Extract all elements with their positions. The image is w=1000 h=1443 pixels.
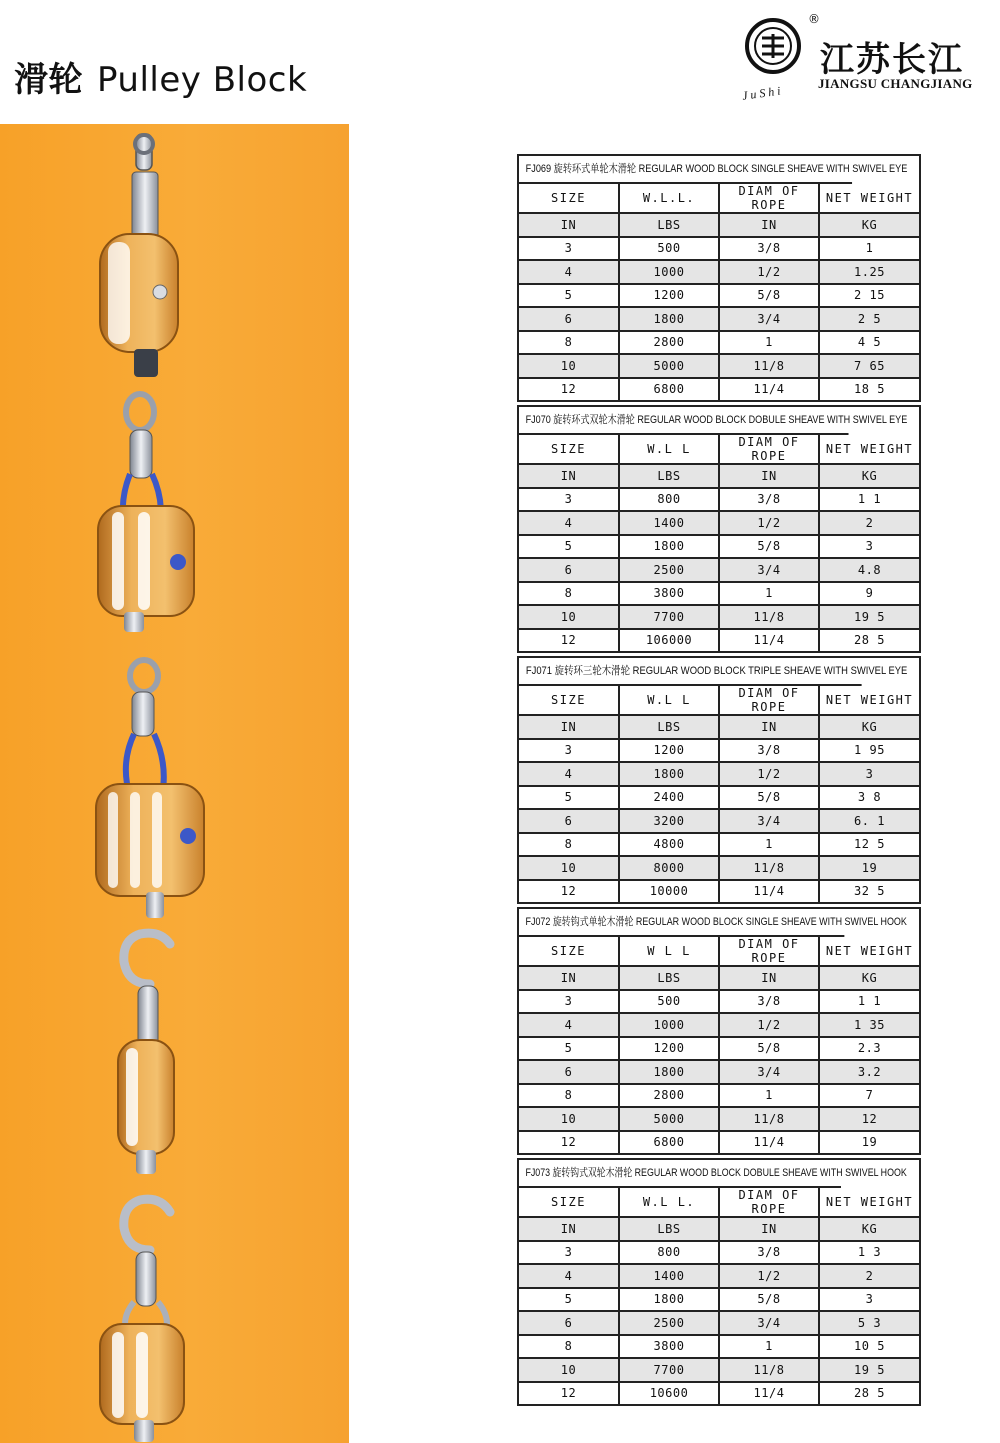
table-cell: 1800: [619, 535, 719, 559]
table-row: [519, 605, 919, 629]
table-cell: 11/8: [719, 1107, 819, 1131]
table-caption: FJ073 旋转钩式双轮木滑轮 REGULAR WOOD BLOCK DOBULE SHEAVE WITH SWIVEL HOOK: [519, 1160, 841, 1188]
unit-cell: IN: [519, 715, 619, 739]
table-row: [519, 880, 919, 903]
table-row: [519, 582, 919, 606]
table-cell: 2 5: [819, 307, 919, 331]
col-header-rope: DIAM OF ROPE: [719, 435, 819, 464]
table-cell: 9: [819, 582, 919, 606]
header-row: [519, 937, 919, 966]
unit-cell: IN: [719, 213, 819, 237]
triple-sheave-swivel-eye-block-icon: [96, 660, 204, 918]
table-cell: 4: [519, 511, 619, 535]
table-cell: 500: [619, 237, 719, 261]
table-cell: 11/8: [719, 1358, 819, 1382]
table-cell: 1000: [619, 260, 719, 284]
table-cell: 3.2: [819, 1060, 919, 1084]
table-cell: 1 95: [819, 739, 919, 763]
table-cell: 3 8: [819, 786, 919, 810]
table-cell: 5: [519, 535, 619, 559]
unit-cell: LBS: [619, 464, 719, 488]
table-row: [519, 331, 919, 355]
col-header-size: SIZE: [519, 435, 619, 464]
table-cell: 2500: [619, 558, 719, 582]
table-cell: 10: [519, 354, 619, 378]
table-cell: 8000: [619, 856, 719, 880]
table-row: [519, 990, 919, 1014]
table-cell: 12 5: [819, 833, 919, 857]
col-header-weight: NET WEIGHT: [819, 686, 919, 715]
table-cell: 5/8: [719, 786, 819, 810]
unit-row: [519, 966, 919, 990]
table-cell: 5: [519, 786, 619, 810]
table-cell: 12: [519, 378, 619, 401]
table-row: [519, 1013, 919, 1037]
table-cell: 5000: [619, 354, 719, 378]
table-cell: 19: [861, 1135, 878, 1150]
table-cell: 1800: [619, 307, 719, 331]
table-row: [519, 1241, 919, 1265]
col-header-size: SIZE: [519, 184, 619, 213]
table-cell: 19: [819, 856, 919, 880]
brand-name-en: JIANGSU CHANGJIANG: [818, 76, 973, 91]
table-row: [519, 1335, 919, 1359]
unit-cell: IN: [719, 966, 819, 990]
table-row: [519, 237, 919, 261]
table-cell: 6. 1: [819, 809, 919, 833]
title-cn: 滑轮: [14, 60, 83, 100]
table-cell: 2800: [619, 1084, 719, 1108]
table-cell: 4.8: [819, 558, 919, 582]
table-cell: 7700: [619, 605, 719, 629]
table-row: [519, 1131, 919, 1154]
table-cell: 11/8: [719, 354, 819, 378]
table-cell: 11/8: [719, 856, 819, 880]
table-cell: 1: [719, 833, 819, 857]
table-cell: 1200: [619, 1037, 719, 1061]
table-row: [519, 260, 919, 284]
col-header-size: SIZE: [519, 1188, 619, 1217]
col-header-wll: W.L.L.: [619, 184, 719, 213]
table-cell: 6800: [619, 378, 719, 401]
table-cell: 1200: [619, 284, 719, 308]
spec-table-fj072: [517, 907, 921, 1155]
table-cell: 18 5: [854, 382, 885, 397]
table-cell: 1: [719, 331, 819, 355]
table-cell: 2500: [619, 1311, 719, 1335]
page-title: [14, 52, 307, 101]
table-cell: 5 3: [819, 1311, 919, 1335]
table-cell: 2.3: [819, 1037, 919, 1061]
table-cell: 1 35: [819, 1013, 919, 1037]
table-cell: 3: [819, 535, 919, 559]
table-cell: 5/8: [719, 1037, 819, 1061]
table-cell: 3200: [619, 809, 719, 833]
unit-cell: IN: [519, 966, 619, 990]
title-en: Pulley Block: [97, 60, 308, 100]
table-row: [519, 762, 919, 786]
product-illustrations: [0, 124, 349, 1443]
table-cell: 1800: [619, 1060, 719, 1084]
unit-cell: LBS: [619, 1217, 719, 1241]
table-cell: 1/2: [719, 1013, 819, 1037]
table-row: [519, 284, 919, 308]
spec-table: [519, 1188, 919, 1404]
col-header-weight: NET WEIGHT: [819, 184, 919, 213]
table-cell: 11/4: [719, 1131, 819, 1154]
table-row: [519, 1311, 919, 1335]
table-cell: 1800: [619, 762, 719, 786]
table-cell: 1400: [619, 511, 719, 535]
table-cell: 7 65: [819, 354, 919, 378]
spec-table: [519, 937, 919, 1153]
table-cell: 11/4: [719, 1382, 819, 1405]
unit-cell: KG: [819, 966, 919, 990]
table-row: [519, 786, 919, 810]
unit-cell: IN: [519, 464, 619, 488]
table-cell: 5/8: [719, 1288, 819, 1312]
table-cell: 5/8: [719, 535, 819, 559]
header-row: [519, 184, 919, 213]
table-cell: 10600: [619, 1382, 719, 1405]
col-header-size: SIZE: [519, 937, 619, 966]
col-header-rope: DIAM OF ROPE: [719, 686, 819, 715]
col-header-wll: W.L L: [619, 435, 719, 464]
table-cell: 8: [519, 833, 619, 857]
table-cell: 3/4: [719, 307, 819, 331]
table-row: [519, 307, 919, 331]
table-caption: FJ071 旋转环三轮木滑轮 REGULAR WOOD BLOCK TRIPLE SHEAVE WITH SWIVEL EYE: [519, 658, 862, 686]
table-cell: 800: [619, 488, 719, 512]
table-cell: 1/2: [719, 260, 819, 284]
table-cell: 3/8: [719, 237, 819, 261]
table-row: [519, 354, 919, 378]
header-row: [519, 435, 919, 464]
table-cell: 1: [719, 582, 819, 606]
table-cell: 1/2: [719, 1264, 819, 1288]
spec-table: [519, 435, 919, 651]
table-cell: 11/8: [719, 605, 819, 629]
table-cell: 3: [519, 237, 619, 261]
col-header-weight: NET WEIGHT: [819, 937, 919, 966]
table-caption: FJ072 旋转钩式单轮木滑轮 REGULAR WOOD BLOCK SINGLE SHEAVE WITH SWIVEL HOOK: [519, 909, 844, 937]
table-cell: 6: [519, 307, 619, 331]
table-cell: 7700: [619, 1358, 719, 1382]
table-cell: 7: [819, 1084, 919, 1108]
unit-cell: IN: [719, 1217, 819, 1241]
col-header-rope: DIAM OF ROPE: [719, 184, 819, 213]
col-header-wll: W L L: [619, 937, 719, 966]
table-cell: 500: [619, 990, 719, 1014]
table-cell: 3/4: [719, 809, 819, 833]
table-cell: 10: [519, 605, 619, 629]
table-cell: 4800: [619, 833, 719, 857]
table-cell: 1 1: [819, 990, 919, 1014]
unit-cell: LBS: [619, 213, 719, 237]
brand-logo: [742, 12, 992, 102]
table-cell: 3/8: [719, 1241, 819, 1265]
table-row: [519, 1060, 919, 1084]
table-cell: 3/8: [719, 990, 819, 1014]
unit-row: [519, 1217, 919, 1241]
brand-name-cn: 江苏长江: [820, 40, 964, 80]
table-cell: 6: [519, 809, 619, 833]
table-cell: 1000: [619, 1013, 719, 1037]
table-row: [519, 535, 919, 559]
unit-cell: KG: [819, 213, 919, 237]
table-cell: 4: [519, 1264, 619, 1288]
table-cell: 3/4: [719, 558, 819, 582]
spec-table-fj071: [517, 656, 921, 904]
table-cell: 3: [519, 1241, 619, 1265]
table-cell: 6800: [619, 1131, 719, 1154]
table-cell: 1/2: [719, 511, 819, 535]
table-cell: 3: [519, 488, 619, 512]
table-cell: 1200: [619, 739, 719, 763]
table-cell: 10: [519, 1107, 619, 1131]
unit-cell: LBS: [619, 966, 719, 990]
table-cell: 1/2: [719, 762, 819, 786]
table-cell: 11/4: [719, 629, 819, 652]
table-cell: 5000: [619, 1107, 719, 1131]
table-cell: 4 5: [819, 331, 919, 355]
table-caption: FJ069 旋转环式单轮木滑轮 REGULAR WOOD BLOCK SINGLE SHEAVE WITH SWIVEL EYE: [519, 156, 852, 184]
col-header-weight: NET WEIGHT: [819, 435, 919, 464]
table-cell: 10: [519, 856, 619, 880]
table-cell: 1: [719, 1084, 819, 1108]
table-cell: 12: [519, 1382, 619, 1405]
table-cell: 3: [519, 990, 619, 1014]
table-cell: 8: [519, 582, 619, 606]
spec-table-fj069: [517, 154, 921, 402]
table-cell: 3/4: [719, 1060, 819, 1084]
table-cell: 2: [819, 1264, 919, 1288]
table-row: [519, 1382, 919, 1405]
table-cell: 5: [519, 284, 619, 308]
table-cell: 5: [519, 1288, 619, 1312]
table-cell: 12: [519, 629, 619, 652]
unit-cell: KG: [819, 1217, 919, 1241]
unit-cell: KG: [819, 715, 919, 739]
table-cell: 4: [519, 260, 619, 284]
unit-row: [519, 464, 919, 488]
table-cell: 2: [819, 511, 919, 535]
table-cell: 2 15: [819, 284, 919, 308]
table-cell: 4: [519, 762, 619, 786]
table-caption: FJ070 旋转环式双轮木滑轮 REGULAR WOOD BLOCK DOBULE SHEAVE WITH SWIVEL EYE: [519, 407, 849, 435]
spec-table-fj070: [517, 405, 921, 653]
table-cell: 3: [819, 1288, 919, 1312]
table-cell: 1.25: [819, 260, 919, 284]
unit-cell: KG: [819, 464, 919, 488]
table-cell: 12: [519, 1131, 619, 1154]
col-header-size: SIZE: [519, 686, 619, 715]
table-cell: 11/4: [719, 378, 819, 401]
table-cell: 3800: [619, 582, 719, 606]
table-cell: 1: [819, 237, 919, 261]
table-row: [519, 739, 919, 763]
table-cell: 1 1: [819, 488, 919, 512]
table-row: [519, 629, 919, 652]
table-cell: 800: [619, 1241, 719, 1265]
double-sheave-swivel-hook-block-icon: [100, 1199, 184, 1442]
table-cell: 3: [819, 762, 919, 786]
table-row: [519, 833, 919, 857]
table-cell: 1800: [619, 1288, 719, 1312]
table-row: [519, 378, 919, 401]
table-cell: 28 5: [854, 1386, 885, 1401]
jushi-logo-icon: [742, 16, 804, 76]
header-row: [519, 1188, 919, 1217]
table-row: [519, 511, 919, 535]
unit-row: [519, 213, 919, 237]
table-cell: 6: [519, 558, 619, 582]
table-cell: 10: [519, 1358, 619, 1382]
unit-cell: IN: [719, 464, 819, 488]
table-cell: 3/8: [719, 739, 819, 763]
unit-cell: IN: [519, 1217, 619, 1241]
col-header-rope: DIAM OF ROPE: [719, 1188, 819, 1217]
table-cell: 106000: [619, 629, 719, 652]
table-cell: 3: [519, 739, 619, 763]
table-cell: 6: [519, 1311, 619, 1335]
table-cell: 8: [519, 1335, 619, 1359]
unit-row: [519, 715, 919, 739]
table-cell: 1400: [619, 1264, 719, 1288]
col-header-wll: W.L L.: [619, 1188, 719, 1217]
table-row: [519, 1037, 919, 1061]
table-cell: 3800: [619, 1335, 719, 1359]
table-cell: 10 5: [819, 1335, 919, 1359]
table-cell: 5/8: [719, 284, 819, 308]
brand-sub: JuShi: [741, 83, 785, 103]
table-cell: 19 5: [819, 1358, 919, 1382]
table-row: [519, 1084, 919, 1108]
spec-table-fj073: [517, 1158, 921, 1406]
table-cell: 8: [519, 331, 619, 355]
single-sheave-swivel-hook-block-icon: [118, 933, 174, 1174]
table-cell: 12: [819, 1107, 919, 1131]
table-row: [519, 1264, 919, 1288]
table-row: [519, 488, 919, 512]
table-cell: 8: [519, 1084, 619, 1108]
table-cell: 2400: [619, 786, 719, 810]
table-cell: 10000: [619, 880, 719, 903]
table-cell: 11/4: [719, 880, 819, 903]
table-cell: 28 5: [854, 633, 885, 648]
col-header-weight: NET WEIGHT: [819, 1188, 919, 1217]
table-cell: 19 5: [819, 605, 919, 629]
single-sheave-swivel-eye-block-icon: [100, 134, 178, 377]
table-cell: 1 3: [819, 1241, 919, 1265]
table-cell: 4: [519, 1013, 619, 1037]
table-row: [519, 1288, 919, 1312]
spec-table: [519, 184, 919, 400]
col-header-rope: DIAM OF ROPE: [719, 937, 819, 966]
table-cell: 5: [519, 1037, 619, 1061]
unit-cell: LBS: [619, 715, 719, 739]
spec-table: [519, 686, 919, 902]
table-cell: 12: [519, 880, 619, 903]
table-row: [519, 856, 919, 880]
unit-cell: IN: [519, 213, 619, 237]
table-cell: 32 5: [854, 884, 885, 899]
double-sheave-swivel-eye-block-icon: [98, 394, 194, 632]
table-row: [519, 558, 919, 582]
table-cell: 1: [719, 1335, 819, 1359]
table-row: [519, 1107, 919, 1131]
header-row: [519, 686, 919, 715]
registered-mark: ®: [808, 12, 820, 26]
table-cell: 3/8: [719, 488, 819, 512]
col-header-wll: W.L L: [619, 686, 719, 715]
table-row: [519, 809, 919, 833]
table-cell: 2800: [619, 331, 719, 355]
table-cell: 3/4: [719, 1311, 819, 1335]
table-cell: 6: [519, 1060, 619, 1084]
table-row: [519, 1358, 919, 1382]
product-image-panel: [0, 124, 349, 1443]
unit-cell: IN: [719, 715, 819, 739]
